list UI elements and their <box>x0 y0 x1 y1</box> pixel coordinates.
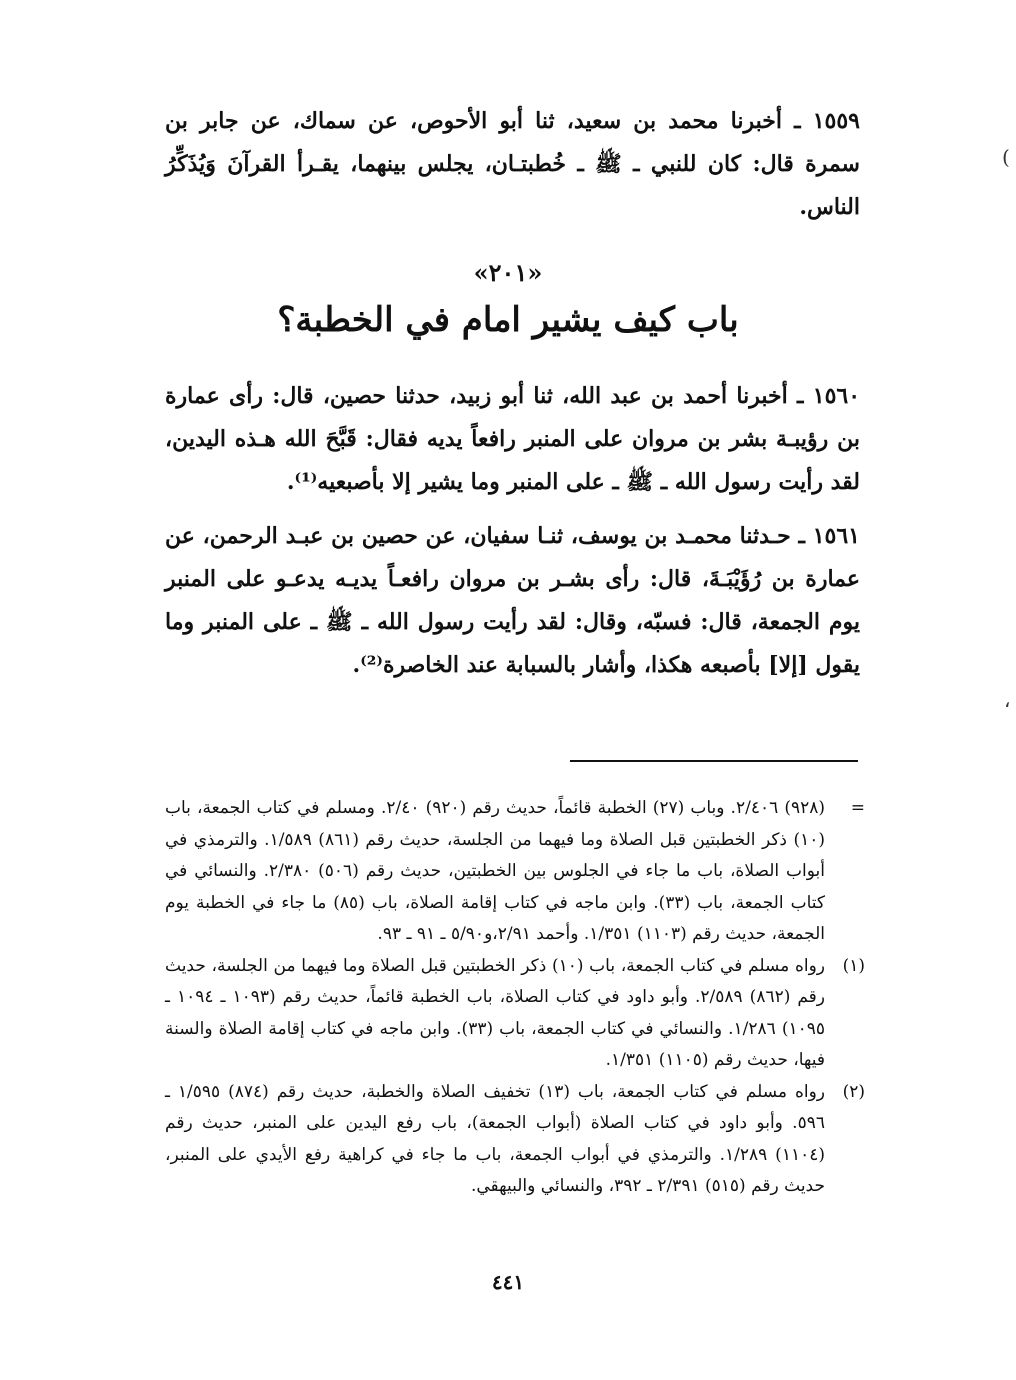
chapter-title: باب كيف يشير امام في الخطبة؟ <box>277 300 739 340</box>
hadith-1561 <box>165 515 860 687</box>
footnote-text: رواه مسلم في كتاب الجمعة، باب (١٣) تخفيف الصلاة والخطبة، حديث رقم (٨٧٤) ١/٥٩٥ ـ ٥٩٦. وأبو داود في كتاب الصلاة (أبواب الجمعة)، باب رفع اليدين على المنبر، حديث رقم (١١٠٤) ١/٢٨٩. والترمذي في أبواب الجمعة، باب ما جاء في كراهية رفع الأيدي على المنبر، حديث رقم (٥١٥) ٢/٣٩١ ـ ٣٩٢، والنسائي والبيهقي. <box>165 1081 825 1196</box>
hadith-text: ـ أخبرنا محمد بن سعيد، ثنا أبو الأحوص، عن سماك، عن جابر بن سمرة قال: كان للنبي ـ ﷺ ـ خُطبتـان، يجلس بينهما، يقـرأ القرآنَ وَيُذَكِّرُ الناس. <box>165 108 860 220</box>
page-number: ٤٤١ <box>491 1270 525 1294</box>
footnote-2 <box>165 1077 865 1203</box>
hadith-text: ـ أخبرنا أحمد بن عبد الله، ثنا أبو زبيد، حدثنا حصين، قال: رأى عمارة بن رؤيبـة بشر بن مروان على المنبر رافعاً يديه فقال: قَبَّحَ الله هـذه اليدين، لقد رأيت رسول الله ـ ﷺ ـ على المنبر وما يشير إلا بأصبعيه⁽¹⁾. <box>165 383 860 495</box>
chapter-number: «٢٠١» <box>473 258 543 287</box>
hadith-paragraph <box>165 100 860 229</box>
hadith-number: ١٥٥٩ <box>812 108 860 134</box>
hadith-1559 <box>165 100 860 229</box>
footnote-text: رواه مسلم في كتاب الجمعة، باب (١٠) ذكر الخطبتين قبل الصلاة وما فيهما من الجلسة، حديث رقم (٨٦٢) ٢/٥٨٩. وأبو داود في كتاب الصلاة، باب الخطبة قائماً، حديث رقم (١٠٩٣ ـ ١٠٩٤ ـ ١٠٩٥) ١/٢٨٦. والنسائي في كتاب الجمعة، باب (٣٣). وابن ماجه في كتاب إقامة الصلاة والسنة فيها، حديث رقم (١١٠٥) ١/٣٥١. <box>165 955 825 1070</box>
hadith-paragraph <box>165 375 860 504</box>
footnote-marker: = <box>850 798 865 818</box>
footnote-marker: (٢) <box>842 1081 865 1102</box>
footnote-1 <box>165 951 865 1077</box>
scan-edge-mark: ، <box>1004 688 1011 712</box>
hadith-paragraph <box>165 515 860 687</box>
hadith-number: ١٥٦١ <box>812 523 860 549</box>
hadith-number: ١٥٦٠ <box>812 383 861 409</box>
hadith-text: ـ حـدثنا محمـد بن يوسف، ثنـا سفيان، عن حصين بن عبـد الرحمن، عن عمارة بن رُؤَيْبَـةَ، قال: رأى بشـر بن مروان رافعـاً يديـه يدعـو على المنبر يوم الجمعة، قال: فسبّه، وقال: لقد رأيت رسول الله ـ ﷺ ـ على المنبر وما يقول [إلا] بأصبعه هكذا، وأشار بالسبابة عند الخاصرة⁽²⁾. <box>165 523 860 678</box>
footnote-marker: (١) <box>842 955 865 976</box>
scan-edge-mark: ( <box>1002 145 1010 169</box>
footnote-separator <box>570 760 858 762</box>
hadith-1560 <box>165 375 860 504</box>
footnote-text: (٩٢٨) ٢/٤٠٦. وباب (٢٧) الخطبة قائماً، حديث رقم (٩٢٠) ٢/٤٠. ومسلم في كتاب الجمعة، باب (١٠) ذكر الخطبتين قبل الصلاة وما فيهما من الجلسة، حديث رقم (٨٦١) ١/٥٨٩. والترمذي في أبواب الصلاة، باب ما جاء في الجلوس بين الخطبتين، حديث رقم (٥٠٦) ٢/٣٨٠. والنسائي في كتاب الجمعة، باب (٣٣). وابن ماجه في كتاب إقامة الصلاة، باب (٨٥) ما جاء في الخطبة يوم الجمعة، حديث رقم (١١٠٣) ١/٣٥١. وأحمد ٢/٩١،و٥/٩٠ ـ ٩١ ـ ٩٣. <box>165 798 825 944</box>
footnote-continuation <box>165 793 865 951</box>
footnotes <box>165 793 865 1203</box>
